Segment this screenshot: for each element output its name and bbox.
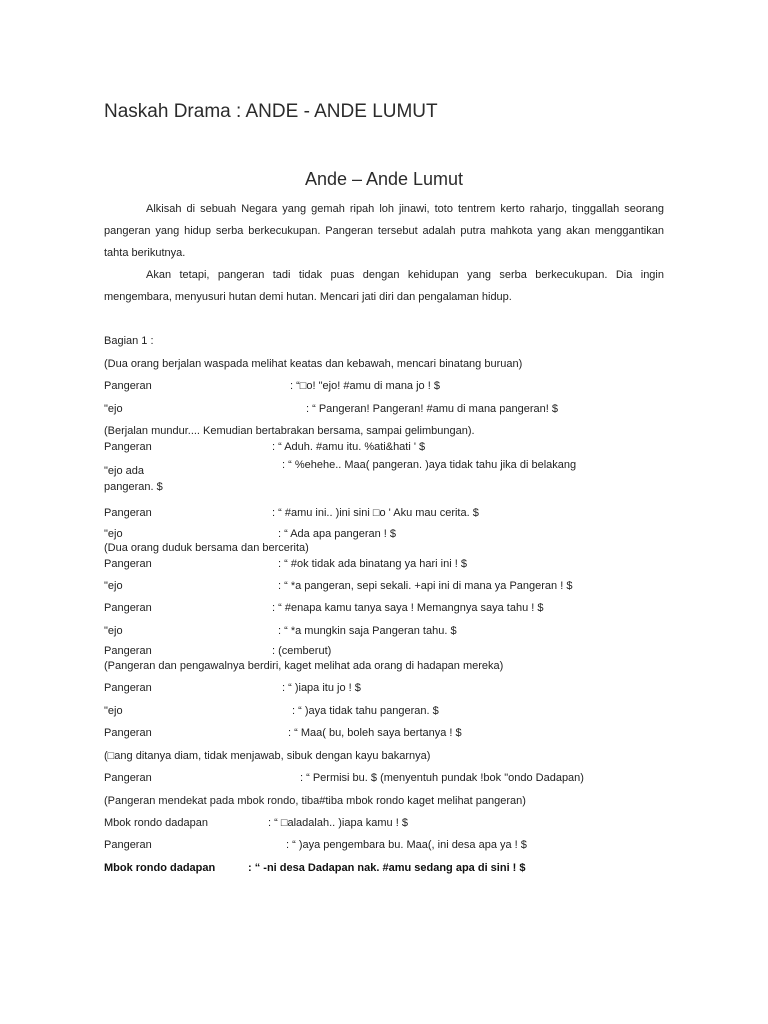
dialog-line: : “□o! "ejo! #amu di mana jo ! $: [290, 380, 440, 392]
story-title: Ande – Ande Lumut: [304, 169, 464, 189]
dialog-continuation: pangeran. $: [104, 481, 163, 493]
speaker-name: Pangeran: [104, 507, 152, 519]
speaker-name: "ejo: [104, 403, 123, 415]
dialog-line: : “ -ni desa Dadapan nak. #amu sedang apa di sini ! $: [248, 862, 526, 874]
dialog-line: : “ Ada apa pangeran ! $: [278, 528, 397, 540]
intro-paragraph-1: [104, 198, 664, 264]
dialog-line: : “ #enapa kamu tanya saya ! Memangnya saya tahu ! $: [272, 602, 544, 614]
speaker-name: Pangeran: [104, 602, 152, 614]
dialog-line: : “ )aya tidak tahu pangeran. $: [292, 705, 439, 717]
speaker-name: "ejo ada: [104, 465, 144, 477]
speaker-name: Pangeran: [104, 558, 152, 570]
dialog-line: : (cemberut): [272, 645, 332, 657]
speaker-name: "ejo: [104, 528, 123, 540]
speaker-name: Pangeran: [104, 772, 152, 784]
dialog-line: : “ □aladalah.. )iapa kamu ! $: [268, 817, 408, 829]
dialog-line: : “ %ehehe.. Maa( pangeran. )aya tidak tahu jika di belakang: [282, 459, 577, 471]
dialog-line: : “ )iapa itu jo ! $: [282, 682, 361, 694]
dialog-line: : “ Pangeran! Pangeran! #amu di mana pangeran! $: [306, 403, 558, 415]
speaker-name: Pangeran: [104, 645, 152, 657]
speaker-name: "ejo: [104, 625, 123, 637]
stage-direction: (Pangeran mendekat pada mbok rondo, tiba#tiba mbok rondo kaget melihat pangeran): [104, 795, 526, 807]
dialog-line: : “ )aya pengembara bu. Maa(, ini desa apa ya ! $: [286, 839, 527, 851]
dialog-line: : “ *a mungkin saja Pangeran tahu. $: [278, 625, 457, 637]
speaker-name: Mbok rondo dadapan: [104, 817, 208, 829]
dialog-line: : “ *a pangeran, sepi sekali. +api ini di mana ya Pangeran ! $: [278, 580, 573, 592]
intro-paragraph-2: [104, 264, 664, 308]
section-heading: Bagian 1 :: [104, 335, 154, 347]
speaker-name: Pangeran: [104, 682, 152, 694]
speaker-name: Pangeran: [104, 441, 152, 453]
intro-paragraph-2-text: Akan tetapi, pangeran tadi tidak puas dengan kehidupan yang serba berkecukupan. Dia ingin mengembara, menyusuri hutan demi hutan. Mencari jati diri dan pengalaman hidup.: [104, 269, 664, 303]
stage-direction: (□ang ditanya diam, tidak menjawab, sibuk dengan kayu bakarnya): [104, 750, 431, 762]
dialog-line: : “ Maa( bu, boleh saya bertanya ! $: [288, 727, 462, 739]
speaker-name: Pangeran: [104, 727, 152, 739]
speaker-name: Pangeran: [104, 839, 152, 851]
dialog-line: : “ #amu ini.. )ini sini □o ' Aku mau cerita. $: [272, 507, 479, 519]
speaker-name: Mbok rondo dadapan: [104, 862, 216, 874]
stage-direction: (Dua orang berjalan waspada melihat keatas dan kebawah, mencari binatang buruan): [104, 358, 523, 370]
stage-direction: (Berjalan mundur.... Kemudian bertabrakan bersama, sampai gelimbungan).: [104, 425, 475, 437]
speaker-name: "ejo: [104, 580, 123, 592]
dialog-line: : “ #ok tidak ada binatang ya hari ini ! $: [278, 558, 467, 570]
dialog-line: : “ Permisi bu. $ (menyentuh pundak !bok "ondo Dadapan): [300, 772, 584, 784]
document-title: Naskah Drama : ANDE - ANDE LUMUT: [104, 101, 438, 122]
intro-paragraph-1-text: Alkisah di sebuah Negara yang gemah ripah loh jinawi, toto tentrem kerto raharjo, tinggallah seorang pangeran yang hidup serba berkecukupan. Pangeran tersebut adalah putra mahkota yang akan menggantikan tahta berikutnya.: [104, 203, 664, 259]
speaker-name: Pangeran: [104, 380, 152, 392]
dialog-line: : “ Aduh. #amu itu. %ati&hati ' $: [272, 441, 426, 453]
stage-direction: (Dua orang duduk bersama dan bercerita): [104, 542, 309, 554]
stage-direction: (Pangeran dan pengawalnya berdiri, kaget melihat ada orang di hadapan mereka): [104, 660, 504, 672]
speaker-name: "ejo: [104, 705, 123, 717]
